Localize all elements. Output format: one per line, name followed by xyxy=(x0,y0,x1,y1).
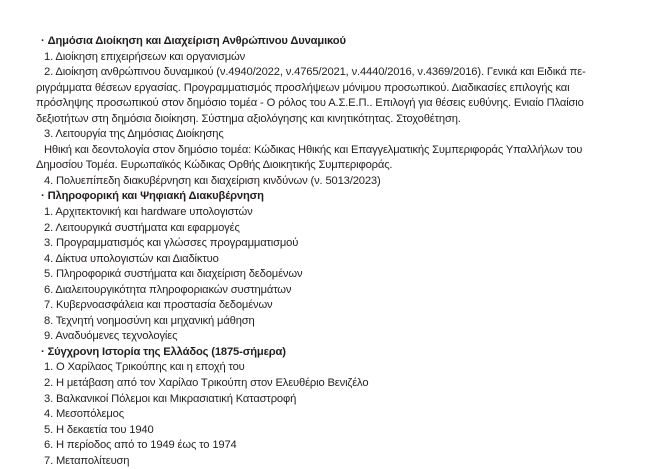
list-item-continuation: δεξιοτήτων στη δημόσια διοίκηση. Σύστημα αξιολόγησης και κινητικότητας. Στοχοθέτηση. xyxy=(36,112,461,125)
list-item: 2. Διοίκηση ανθρώπινου δυναμικού (ν.4940/2022, ν.4765/2021, ν.4440/2016, ν.4369/2016). Γενικά και Ειδικά πε- xyxy=(44,66,586,79)
list-item: 4. Μεσοπόλεμος xyxy=(44,408,124,421)
list-item-continuation: πρόσληψης προσωπικού στον δημόσιο τομέα - Ο ρόλος του Α.Σ.Ε.Π.. Επιλογή για θέσεις ευθύνης. Ενιαίο Πλαίσιο xyxy=(36,97,584,110)
list-item: 7. Κυβερνοασφάλεια και προστασία δεδομένων xyxy=(44,299,273,312)
bullet-icon: · xyxy=(41,190,45,203)
list-item: 1. Διοίκηση επιχειρήσεων και οργανισμών xyxy=(44,50,246,63)
list-item: 3. Βαλκανικοί Πόλεμοι και Μικρασιατική Καταστροφή xyxy=(44,392,297,405)
list-item: 2. Λειτουργικά συστήματα και εφαρμογές xyxy=(44,221,240,234)
bullet-icon: · xyxy=(41,35,45,47)
list-item: 8. Τεχνητή νοημοσύνη και μηχανική μάθηση xyxy=(44,314,255,327)
list-item: 5. Η δεκαετία του 1940 xyxy=(44,423,154,436)
list-item: 7. Μεταπολίτευση xyxy=(44,454,130,467)
list-item: 1. Αρχιτεκτονική και hardware υπολογιστών xyxy=(44,206,253,219)
list-item: 3. Προγραμματισμός και γλώσσες προγραμματισμού xyxy=(44,237,299,250)
section-heading-informatics: · Πληροφορική και Ψηφιακή Διακυβέρνηση xyxy=(41,190,264,203)
section-heading-greek-history: · Σύγχρονη Ιστορία της Ελλάδος (1875-σήμερα) xyxy=(41,345,286,358)
list-item-continuation: ριγράμματα θέσεων εργασίας. Προγραμματισμός προσλήψεων μόνιμου προσωπικού. Διαδικασίες επιλογής και xyxy=(36,81,570,94)
list-item: 4. Δίκτυα υπολογιστών και Διαδίκτυο xyxy=(44,252,219,265)
list-item: 9. Αναδυόμενες τεχνολογίες xyxy=(44,330,178,343)
list-item: 4. Πολυεπίπεδη διακυβέρνηση και διαχείριση κινδύνων (ν. 5013/2023) xyxy=(44,174,381,187)
section-heading-public-administration: · Δημόσια Διοίκηση και Διαχείριση Ανθρώπινου Δυναμικού xyxy=(41,35,346,47)
list-item: 5. Πληροφορικά συστήματα και διαχείριση δεδομένων xyxy=(44,268,303,281)
list-item: 6. Διαλειτουργικότητα πληροφοριακών συστημάτων xyxy=(44,283,292,296)
syllabus-document xyxy=(36,34,610,469)
bullet-icon: · xyxy=(41,345,45,358)
list-item: 3. Λειτουργία της Δημόσιας Διοίκησης xyxy=(44,128,224,141)
list-item: 2. Η μετάβαση από τον Χαρίλαο Τρικούπη στον Ελευθέριο Βενιζέλο xyxy=(44,377,369,390)
sub-paragraph-continuation: Δημοσίου Τομέα. Ευρωπαϊκός Κώδικας Ορθής Διοικητικής Συμπεριφοράς. xyxy=(36,159,393,172)
list-item: 1. Ο Χαρίλαος Τρικούπης και η εποχή του xyxy=(44,361,245,374)
list-item: 6. Η περίοδος από το 1949 έως το 1974 xyxy=(44,439,237,452)
sub-paragraph: Ηθική και δεοντολογία στον δημόσιο τομέα: Κώδικας Ηθικής και Επαγγελματικής Συμπεριφοράς Υπαλλήλων του xyxy=(44,143,583,156)
